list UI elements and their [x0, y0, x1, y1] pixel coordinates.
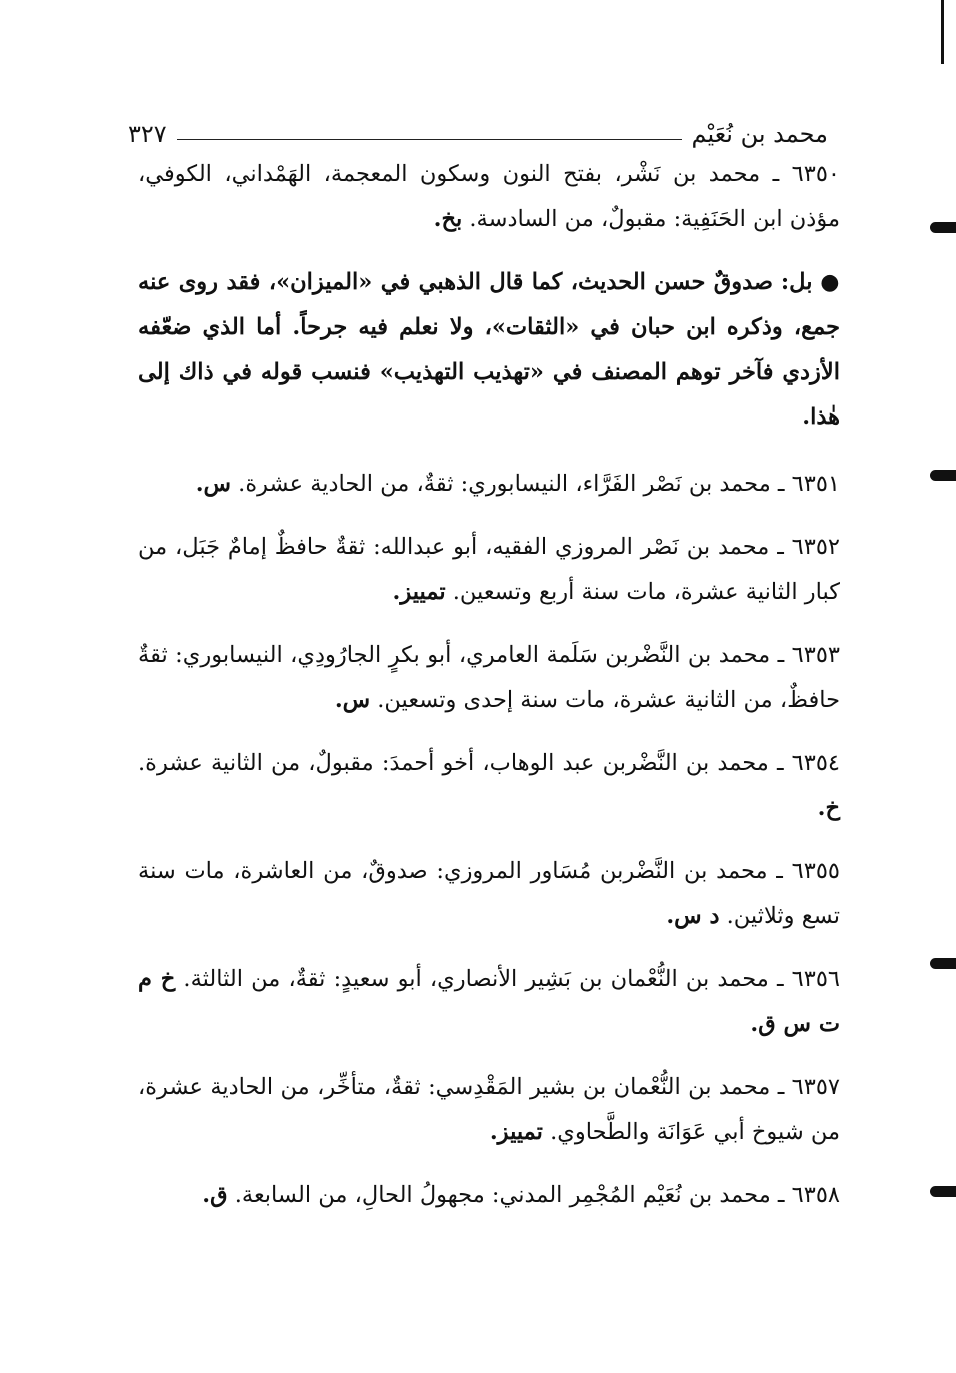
scan-edge-mark	[930, 958, 956, 969]
entry-6352	[138, 525, 840, 615]
entry-6358	[138, 1173, 840, 1218]
entry-number: ٦٣٥٨	[791, 1182, 840, 1208]
entry-codes: س.	[195, 471, 232, 497]
entry-codes: س.	[334, 687, 371, 713]
entry-text: ـ محمد بن نَصْر المروزي الفقيه، أبو عبدالله: ثقةٌ حافظٌ إمامٌ جَبَل، من كبار الثانية عشرة، مات سنة أربع وتسعين.	[138, 534, 840, 605]
entry-number: ٦٣٥٠	[791, 161, 840, 187]
entry-6353	[138, 633, 840, 723]
entry-codes: د س.	[666, 903, 720, 929]
entry-codes: خ م ت س ق.	[138, 966, 840, 1037]
editor-note	[138, 260, 840, 440]
entry-6354	[138, 741, 840, 831]
page-header	[128, 108, 828, 148]
entry-codes: بخ.	[433, 206, 463, 232]
entry-6356	[138, 957, 840, 1047]
entry-number: ٦٣٥٥	[791, 858, 840, 884]
entry-text: ـ محمد بن نَصْر الفَرَّاء، النيسابوري: ثقةٌ، من الحادية عشرة.	[231, 471, 792, 497]
note-text: بل: صدوقٌ حسن الحديث، كما قال الذهبي في «الميزان»، فقد روى عنه جمع، وذكره ابن حبان في «الثقات»، ولا نعلم فيه جرحاً. أما الذي ضعّفه الأزدي فآخر توهم المصنف في «تهذيب التهذيب» فنسب قوله في ذاك إلى هٰذا.	[138, 269, 840, 430]
entry-number: ٦٣٥١	[791, 471, 840, 497]
entry-6355	[138, 849, 840, 939]
entry-codes: ق.	[202, 1182, 228, 1208]
entry-number: ٦٣٥٧	[791, 1074, 840, 1100]
entry-6350	[138, 152, 840, 242]
entry-text: ـ محمد بن النُّعْمان بن بَشِير الأنصاري، أبو سعيدٍ: ثقةٌ، من الثالثة.	[175, 966, 792, 992]
entry-codes: خ.	[817, 795, 840, 821]
entry-text: ـ محمد بن نُعَيْم المُجْمِر المدني: مجهولُ الحالِ، من السابعة.	[227, 1182, 792, 1208]
entry-text: ـ محمد بن النُّعْمان بن بشير المَقْدِسي: ثقةٌ، متأخِّر، من الحادية عشرة، من شيوخ أبي عَوَانَة والطَّحاوي.	[138, 1074, 840, 1145]
entry-number: ٦٣٥٤	[791, 750, 840, 776]
entry-number: ٦٣٥٣	[791, 642, 840, 668]
page-body	[138, 152, 840, 1236]
scan-edge-line	[941, 0, 944, 64]
entry-text: ـ محمد بن النَّضْربن مُسَاور المروزي: صدوقٌ، من العاشرة، مات سنة تسع وثلاثين.	[138, 858, 840, 929]
entry-codes: تمييز.	[489, 1119, 543, 1145]
entry-text: ـ محمد بن النَّضْربن سَلَمة العامري، أبو بكرٍ الجارُودِي، النيسابوري: ثقةٌ حافظٌ، من الثانية عشرة، مات سنة إحدى وتسعين.	[138, 642, 840, 713]
page-number: ٣٢٧	[128, 120, 167, 148]
scan-edge-mark	[930, 470, 956, 481]
entry-number: ٦٣٥٦	[791, 966, 841, 992]
entry-6351	[138, 462, 840, 507]
header-rule	[177, 139, 682, 140]
running-title: محمد بن نُعَيْم	[691, 120, 828, 148]
entry-6357	[138, 1065, 840, 1155]
entry-text: ـ محمد بن النَّضْربن عبد الوهاب، أخو أحمدَ: مقبولٌ، من الثانية عشرة.	[138, 750, 792, 776]
entry-number: ٦٣٥٢	[791, 534, 840, 560]
entry-codes: تمييز.	[392, 579, 446, 605]
entry-text: ـ محمد بن نَشْر، بفتح النون وسكون المعجمة، الهَمْداني، الكوفي، مؤذن ابن الحَنَفِية: مقبولٌ، من السادسة.	[138, 161, 840, 232]
scan-edge-mark	[930, 222, 956, 233]
bullet-icon: ●	[820, 270, 841, 295]
scan-edge-mark	[930, 1186, 956, 1197]
